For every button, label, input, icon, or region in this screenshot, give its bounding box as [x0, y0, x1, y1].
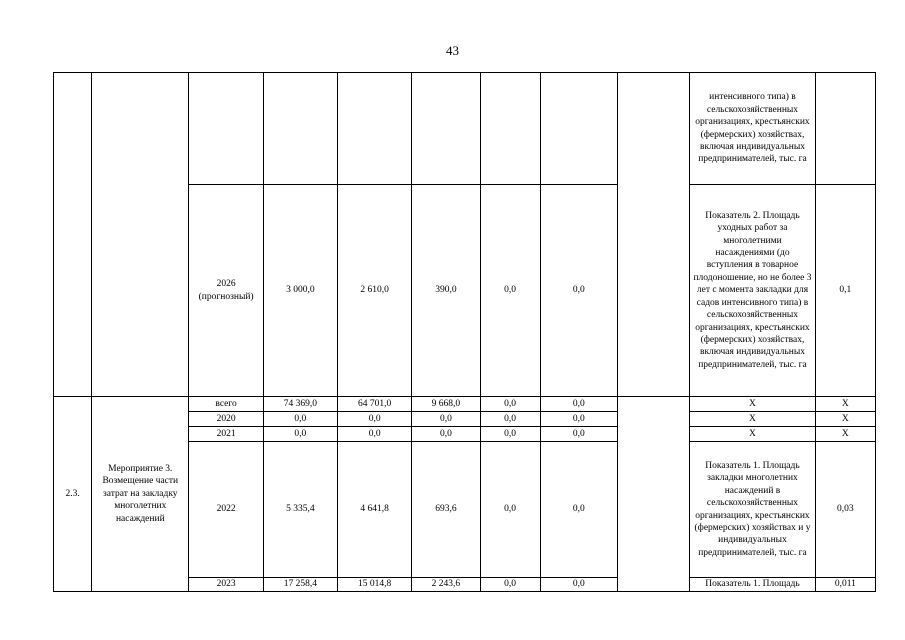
federal-cell: 2 610,0	[338, 185, 412, 397]
other-cell: 0,0	[540, 185, 617, 397]
indicator-cell: Показатель 1. Площадь закладки многолетних насаждений в сельскохозяйственных организациях, крестьянских (фермерских) хозяйствах и у индивидуальных предпринимателей, тыс. га	[690, 442, 815, 578]
year-cell: 2020	[189, 412, 263, 427]
table-row	[54, 397, 876, 412]
federal-cell: 0,0	[338, 412, 412, 427]
total-cell: 74 369,0	[263, 397, 337, 412]
regional-cell: 0,0	[412, 427, 480, 442]
total-cell: 3 000,0	[263, 185, 337, 397]
indicator-value-cell: 0,03	[815, 442, 875, 578]
executor-cell-empty	[618, 73, 690, 397]
total-cell: 0,0	[263, 427, 337, 442]
indicator-cell: Показатель 2. Площадь уходных работ за многолетними насаждениями (до вступления в товарное плодоношение, но не более 3 лет с момента закладки для садов интенсивного типа) в сельскохозяйственных организациях, крестьянских (фермерских) хозяйствах, включая индивидуальных предпринимателей, тыс. га	[690, 185, 815, 397]
regional-cell: 2 243,6	[412, 578, 480, 592]
year-cell: 2026 (прогнозный)	[189, 185, 263, 397]
indicator-cell: Х	[690, 397, 815, 412]
municipal-cell: 0,0	[480, 412, 540, 427]
budget-table	[53, 72, 876, 592]
year-cell	[189, 73, 263, 185]
total-cell: 5 335,4	[263, 442, 337, 578]
indicator-value-cell: Х	[815, 412, 875, 427]
total-cell: 0,0	[263, 412, 337, 427]
year-cell: 2021	[189, 427, 263, 442]
municipal-cell: 0,0	[480, 185, 540, 397]
federal-cell: 64 701,0	[338, 397, 412, 412]
indicator-value-cell: 0,1	[815, 185, 875, 397]
year-cell: 2022	[189, 442, 263, 578]
other-cell: 0,0	[540, 397, 617, 412]
indicator-value-cell: 0,011	[815, 578, 875, 592]
total-cell: 17 258,4	[263, 578, 337, 592]
page-number: 43	[446, 43, 459, 58]
total-cell	[263, 73, 337, 185]
federal-cell: 15 014,8	[338, 578, 412, 592]
regional-cell	[412, 73, 480, 185]
other-cell: 0,0	[540, 412, 617, 427]
other-cell	[540, 73, 617, 185]
regional-cell: 0,0	[412, 412, 480, 427]
municipal-cell: 0,0	[480, 427, 540, 442]
year-cell: всего	[189, 397, 263, 412]
federal-cell: 0,0	[338, 427, 412, 442]
name-cell-empty	[92, 73, 189, 397]
regional-cell: 693,6	[412, 442, 480, 578]
indicator-cell: Х	[690, 412, 815, 427]
other-cell: 0,0	[540, 427, 617, 442]
indicator-value-cell: Х	[815, 427, 875, 442]
other-cell: 0,0	[540, 442, 617, 578]
indicator-cell: Х	[690, 427, 815, 442]
year-cell: 2023	[189, 578, 263, 592]
regional-cell: 9 668,0	[412, 397, 480, 412]
measure-name: Мероприятие 3. Возмещение части затрат на закладку многолетних насаждений	[92, 397, 189, 592]
federal-cell: 4 641,8	[338, 442, 412, 578]
other-cell: 0,0	[540, 578, 617, 592]
indicator-cell: Показатель 1. Площадь	[690, 578, 815, 592]
municipal-cell	[480, 73, 540, 185]
executor-cell-empty	[618, 397, 690, 592]
regional-cell: 390,0	[412, 185, 480, 397]
federal-cell	[338, 73, 412, 185]
table-row	[54, 73, 876, 185]
municipal-cell: 0,0	[480, 442, 540, 578]
municipal-cell: 0,0	[480, 578, 540, 592]
indicator-value-cell: Х	[815, 397, 875, 412]
number-cell-empty	[54, 73, 92, 397]
indicator-cell: интенсивного типа) в сельскохозяйственных организациях, крестьянских (фермерских) хозяйствах, включая индивидуальных предпринимателей, тыс. га	[690, 73, 815, 185]
municipal-cell: 0,0	[480, 397, 540, 412]
measure-number: 2.3.	[54, 397, 92, 592]
indicator-value-cell	[815, 73, 875, 185]
